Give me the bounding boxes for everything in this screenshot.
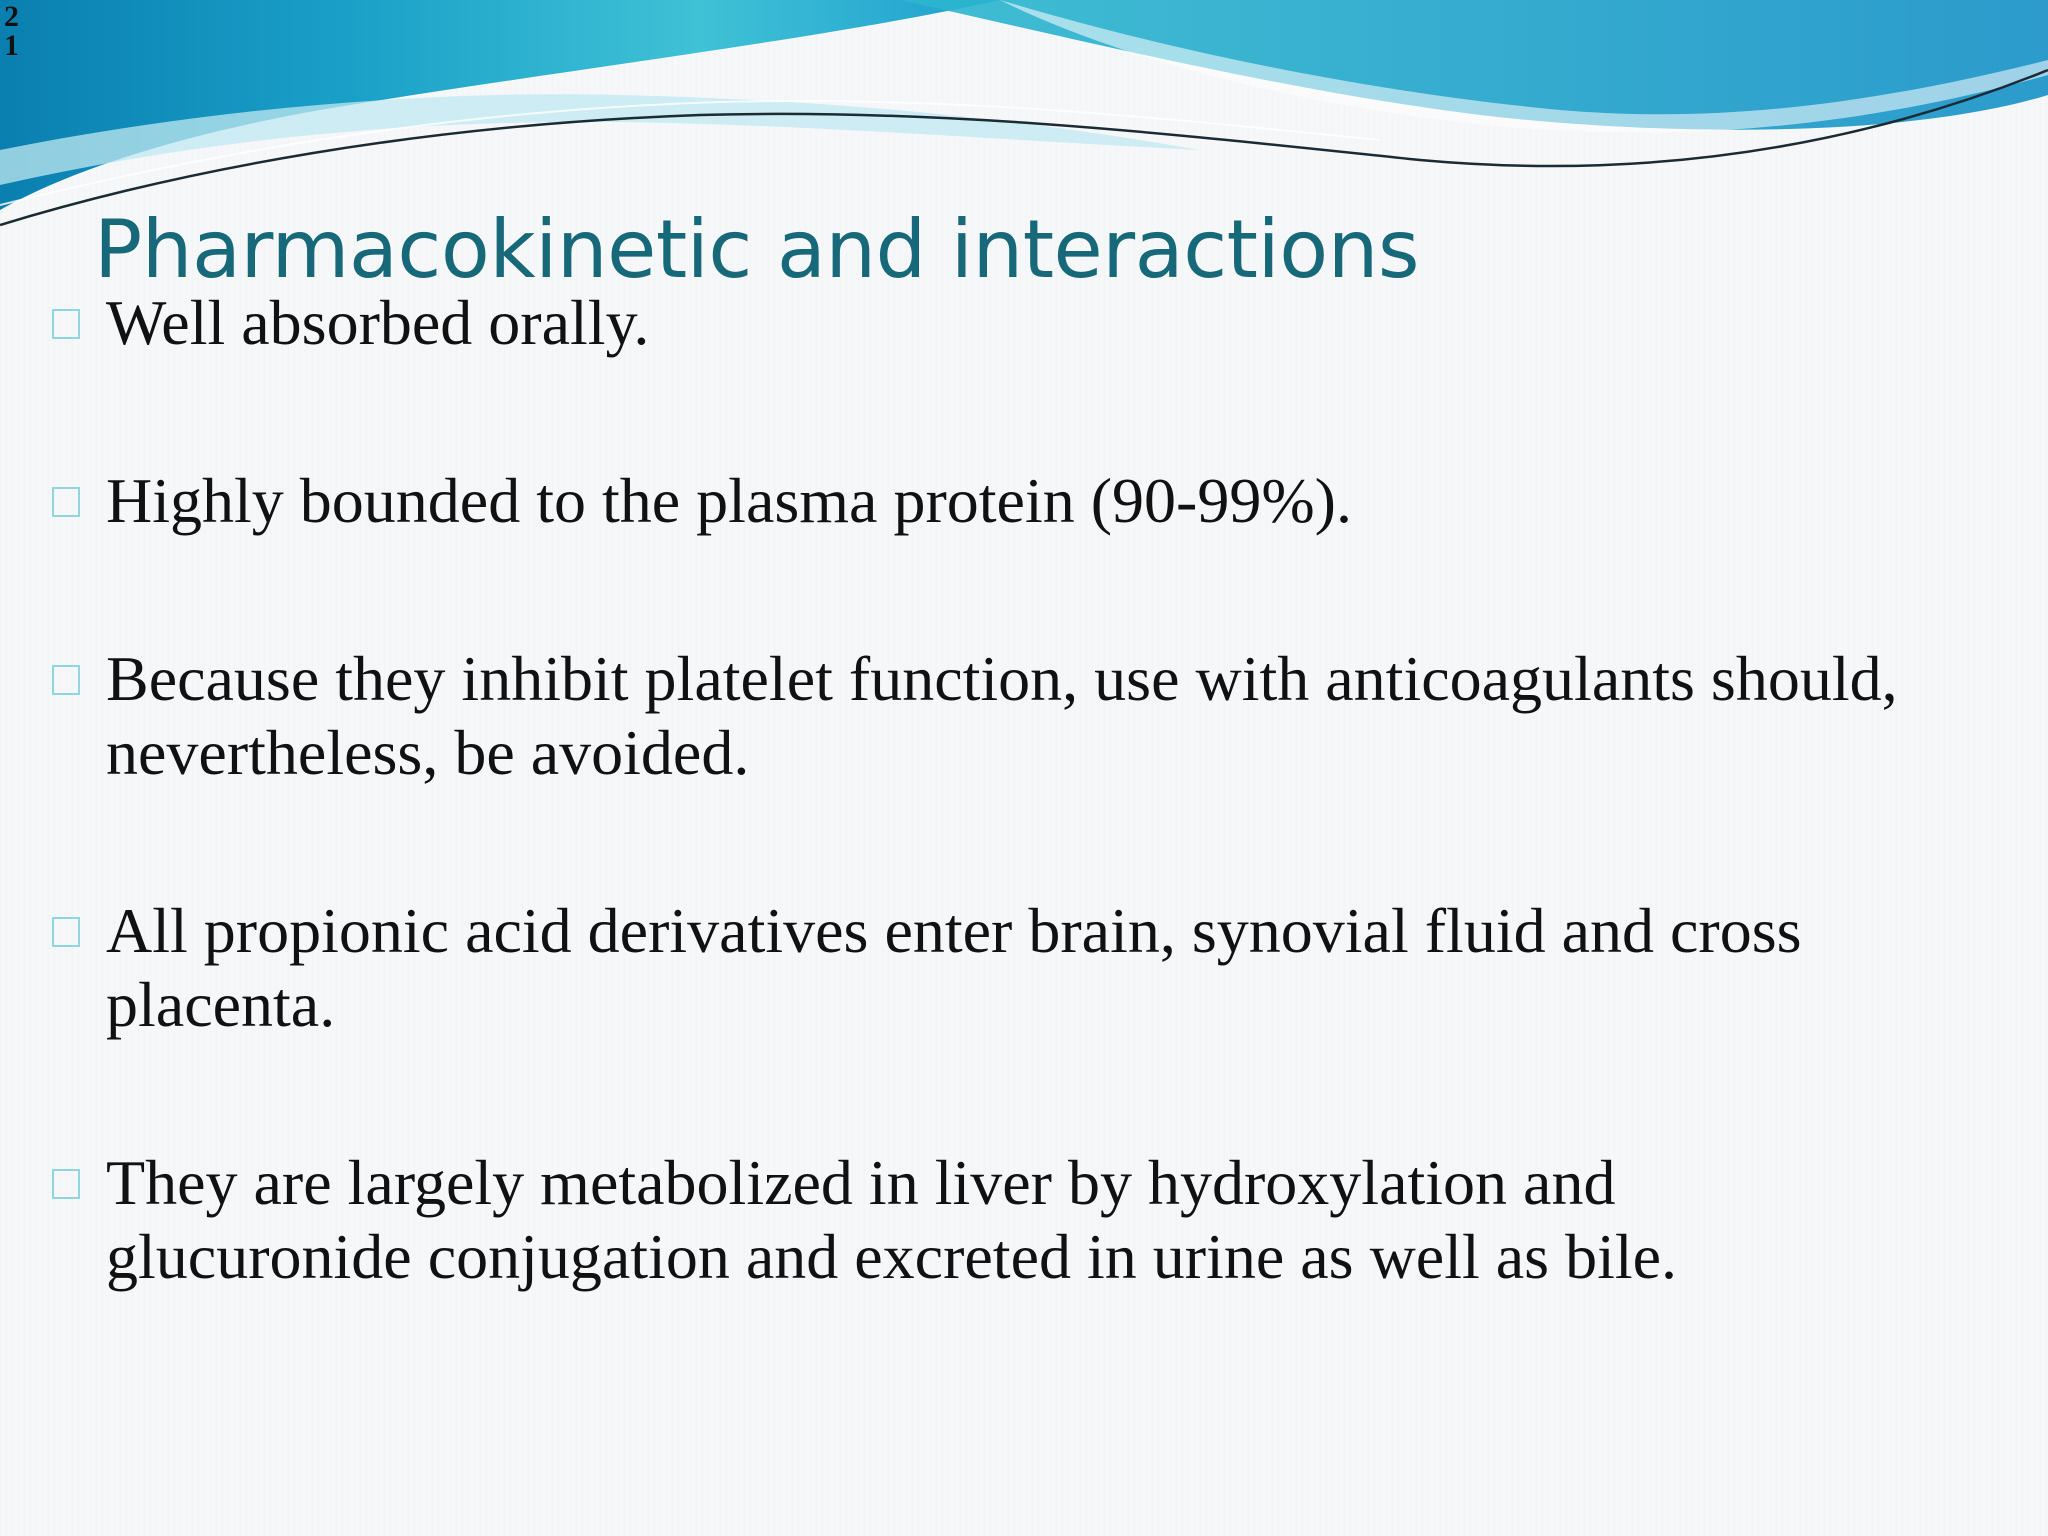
square-outline-icon: [52, 309, 80, 339]
square-outline-icon: [52, 665, 80, 695]
bullet-list: [48, 286, 1948, 1398]
slide-number: 21: [4, 0, 19, 62]
bullet-text: All propionic acid derivatives enter brain, synovial fluid and cross placenta.: [106, 895, 1802, 1040]
square-outline-icon: [52, 487, 80, 517]
bullet-item: [48, 894, 1948, 1042]
bullet-item: [48, 642, 1948, 790]
bullet-item: [48, 464, 1948, 538]
square-outline-icon: [52, 917, 80, 947]
bullet-item: [48, 286, 1948, 360]
slide-title: Pharmacokinetic and interactions: [94, 203, 1420, 296]
bullet-text: Highly bounded to the plasma protein (90-99%).: [106, 465, 1352, 536]
bullet-text: Because they inhibit platelet function, use with anticoagulants should, nevertheless, be avoided.: [106, 643, 1898, 788]
bullet-item: [48, 1146, 1948, 1294]
bullet-text: They are largely metabolized in liver by hydroxylation and glucuronide conjugation and excreted in urine as well as bile.: [106, 1147, 1678, 1292]
square-outline-icon: [52, 1169, 80, 1199]
bullet-text: Well absorbed orally.: [106, 287, 650, 358]
